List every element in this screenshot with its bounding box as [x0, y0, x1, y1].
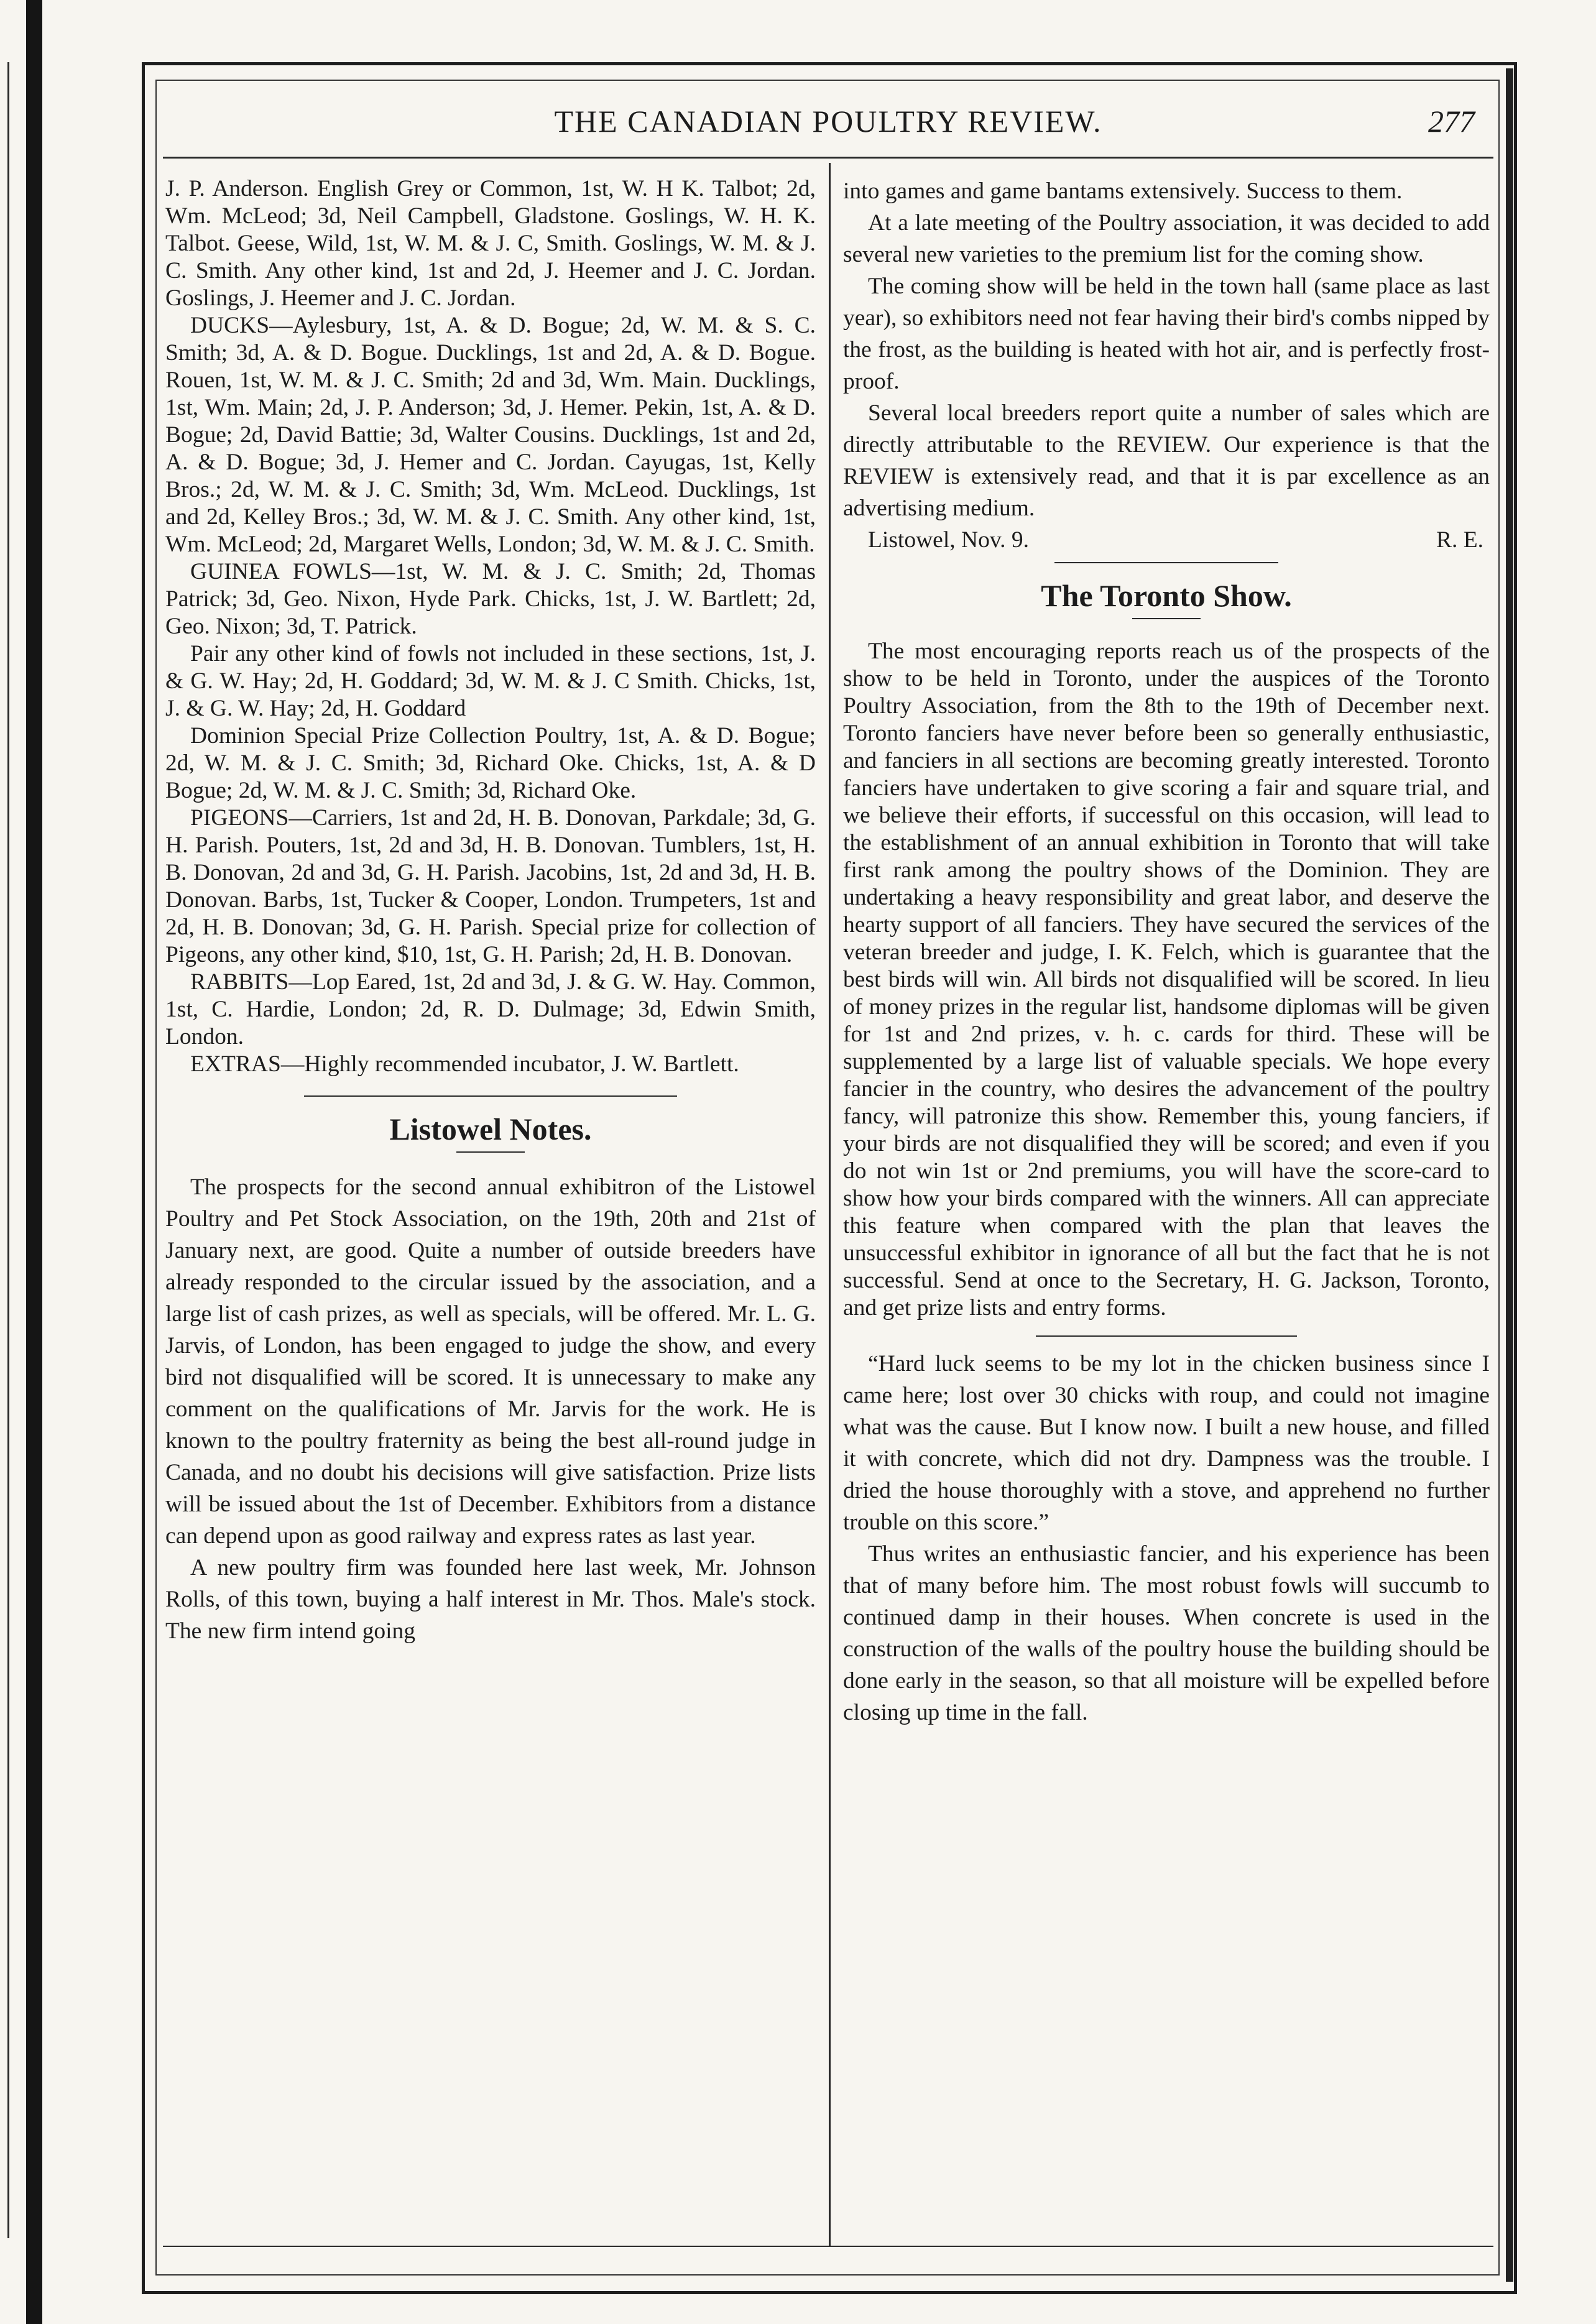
- listowel-paragraph: Several local breeders report quite a number of sales which are directly attributable to the REVIEW. Our experience is that the REVIEW is extensively read, and that it is par excellence as an advertising medium.: [843, 400, 1490, 521]
- listowel-paragraph: into games and game bantams extensively. Success to them.: [843, 178, 1403, 204]
- prize-paragraph-rabbits: RABBITS—Lop Eared, 1st, 2d and 3d, J. & G. W. Hay. Common, 1st, C. Hardie, London; 2d, R. D. Dulmage; 3d, Edwin Smith, London.: [165, 969, 816, 1049]
- concrete-quote-paragraph: “Hard luck seems to be my lot in the chicken business since I came here; lost over 30 chicks with roup, and could not imagine what was the cause. But I know now. I built a new house, and filled it with concrete, which did not dry. Dampness was the trouble. I dried the house thoroughly with a stove, and apprehend no further trouble on this score.”: [843, 1351, 1490, 1535]
- binding-spine: [26, 0, 42, 2324]
- listowel-paragraph: A new poultry firm was founded here last week, Mr. Johnson Rolls, of this town, buying a half interest in Mr. Thos. Male's stock. The new firm intend going: [165, 1555, 816, 1644]
- column-divider: [829, 163, 831, 2246]
- running-head: THE CANADIAN POULTRY REVIEW.: [554, 104, 1102, 139]
- listowel-notes-title: Listowel Notes.: [389, 1112, 592, 1146]
- prize-paragraph-pigeons: PIGEONS—Carriers, 1st and 2d, H. B. Donovan, Parkdale; 3d, G. H. Parish. Pouters, 1st, 2d and 3d, H. B. Donovan. Tumblers, 1st, H. B. Donovan, 2d and 3d, G. H. Parish. Jacobins, 1st, 2d and 3d, H. B. Donovan. Barbs, 1st, Tucker & Cooper, London. Trumpeters, 1st and 2d, H. B. Donovan; 3d, G. H. Parish. Special prize for collection of Pigeons, any other kind, $10, 1st, G. H. Parish; 2d, H. B. Donovan.: [165, 805, 816, 967]
- footer-rule: [163, 2246, 1493, 2247]
- listowel-paragraph: The prospects for the second annual exhibitron of the Listowel Poultry and Pet Stock Association, on the 19th, 20th and 21st of January next, are good. Quite a number of outside breeders have already responded to the circular issued by the association, and a large list of cash prizes, as well as specials, will be offered. Mr. L. G. Jarvis, of London, has been engaged to judge the show, and every bird not disqualified will be scored. It is unnecessary to make any comment on the qualifications of Mr. Jarvis for the work. He is known to the poultry fraternity as being the best all-round judge in Canada, and no doubt his decisions will give satisfaction. Prize lists will be issued about the 1st of December. Exhibitors from a distance can depend upon as good railway and express rates as last year.: [165, 1174, 816, 1549]
- prize-paragraph-extras: EXTRAS—Highly recommended incubator, J. W. Bartlett.: [190, 1051, 739, 1077]
- prize-paragraph-geese: J. P. Anderson. English Grey or Common, 1st, W. H K. Talbot; 2d, Wm. McLeod; 3d, Neil Campbell, Gladstone. Goslings, W. H. K. Talbot. Geese, Wild, 1st, W. M. & J. C, Smith. Goslings, W. M. & J. C. Smith. Any other kind, 1st and 2d, J. Heemer and J. C. Jordan. Goslings, J. Heemer and J. C. Jordan.: [165, 176, 816, 311]
- right-column: [843, 175, 1490, 1728]
- section-separator: [1036, 1335, 1297, 1337]
- listowel-paragraph: At a late meeting of the Poultry association, it was decided to add several new varieties to the premium list for the coming show.: [843, 210, 1490, 267]
- binding-edge-line: [7, 62, 9, 2238]
- header-rule: [163, 157, 1493, 159]
- prize-paragraph-pair-other: Pair any other kind of fowls not included in these sections, 1st, J. & G. W. Hay; 2d, H. Goddard; 3d, W. M. & J. C Smith. Chicks, 1st, J. & G. W. Hay; 2d, H. Goddard: [165, 641, 816, 721]
- page-header: [163, 98, 1493, 148]
- title-underline: [1132, 618, 1201, 619]
- toronto-show-paragraph: The most encouraging reports reach us of the prospects of the show to be held in Toronto, under the auspices of the Toronto Poultry Association, from the 8th to the 19th of December next. Toronto fanciers have never before been so generally enthusiastic, and fanciers in all sections are becoming greatly interested. Toronto fanciers have undertaken to give scoring a fair and square trial, and we believe their efforts, if successful on this occasion, will lead to the establishment of an annual exhibition in Toronto that will take first rank among the poultry shows of the Dominion. They are undertaking a heavy responsibility and great labor, and deserve the hearty support of all fanciers. They have secured the services of the veteran breeder and judge, I. K. Felch, which is guarantee that the best birds will win. All birds not disqualified will be scored. In lieu of money prizes in the regular list, handsome diplomas will be given for 1st and 2nd prizes, v. h. c. cards for third. These will be supplemented by a large list of valuable specials. We hope every fancier in the country, who desires the advancement of the poultry fancy, will patronize this show. Remember this, young fanciers, if your birds are not disqualified they will be scored; and even if you do not win 1st or 2nd premiums, you will have the score-card to show how your birds compared with the winners. All can appreciate this feature when compared with the plan that leaves the unsuccessful exhibitor in ignorance of all but the fact that he is not successful. Send at once to the Secretary, H. G. Jackson, Toronto, and get prize lists and entry forms.: [843, 639, 1490, 1321]
- concrete-paragraph: Thus writes an enthusiastic fancier, and his experience has been that of many before him. The most robust fowls will succumb to continued damp in their houses. When concrete is used in the construction of the walls of the poultry house the building should be done early in the season, so that all moisture will be expelled before closing up time in the fall.: [843, 1541, 1490, 1725]
- prize-paragraph-ducks: DUCKS—Aylesbury, 1st, A. & D. Bogue; 2d, W. M. & S. C. Smith; 3d, A. & D. Bogue. Ducklings, 1st and 2d, A. & D. Bogue. Rouen, 1st, W. M. & J. C. Smith; 2d and 3d, Wm. Main. Ducklings, 1st, Wm. Main; 2d, J. P. Anderson; 3d, J. Hemer. Pekin, 1st, A. & D. Bogue; 2d, David Battie; 3d, Walter Cousins. Ducklings, 1st and 2d, A. & D. Bogue; 3d, J. Hemer and C. Jordan. Cayugas, 1st, Kelly Bros.; 2d, W. M. & J. C. Smith; 3d, Wm. McLeod. Ducklings, 1st and 2d, Kelley Bros.; 3d, W. M. & J. C. Smith. Any other kind, 1st, Wm. McLeod; 2d, Margaret Wells, London; 3d, W. M. & J. C. Smith.: [165, 313, 816, 557]
- toronto-show-title: The Toronto Show.: [1041, 578, 1292, 613]
- prize-paragraph-guinea-fowls: GUINEA FOWLS—1st, W. M. & J. C. Smith; 2d, Thomas Patrick; 3d, Geo. Nixon, Hyde Park. Chicks, 1st, J. W. Bartlett; 2d, Geo. Nixon; 3d, T. Patrick.: [165, 559, 816, 639]
- listowel-notes-continued: [843, 175, 1490, 556]
- left-column: [165, 175, 816, 1647]
- signoff-place: Listowel, Nov. 9.: [868, 527, 1030, 553]
- title-underline: [456, 1151, 525, 1153]
- signoff-initials: R. E.: [1436, 527, 1483, 553]
- prize-paragraph-dominion-special: Dominion Special Prize Collection Poultry, 1st, A. & D. Bogue; 2d, W. M. & J. C. Smith; 3d, Richard Oke. Chicks, 1st, A. & D Bogue; 2d, W. M. & J. C. Smith; 3d, Richard Oke.: [165, 723, 816, 803]
- section-separator: [1054, 562, 1278, 563]
- concrete-article: [843, 1348, 1490, 1728]
- page-number: 277: [1428, 104, 1475, 139]
- listowel-paragraph: The coming show will be held in the town hall (same place as last year), so exhibitors need not fear having their bird's combs nipped by the frost, as the building is heated with hot air, and is perfectly frost-proof.: [843, 274, 1490, 394]
- listowel-notes-body: [165, 1171, 816, 1647]
- page-frame-right-bar: [1506, 68, 1513, 2282]
- section-separator: [304, 1095, 677, 1097]
- listowel-signoff: [843, 524, 1490, 556]
